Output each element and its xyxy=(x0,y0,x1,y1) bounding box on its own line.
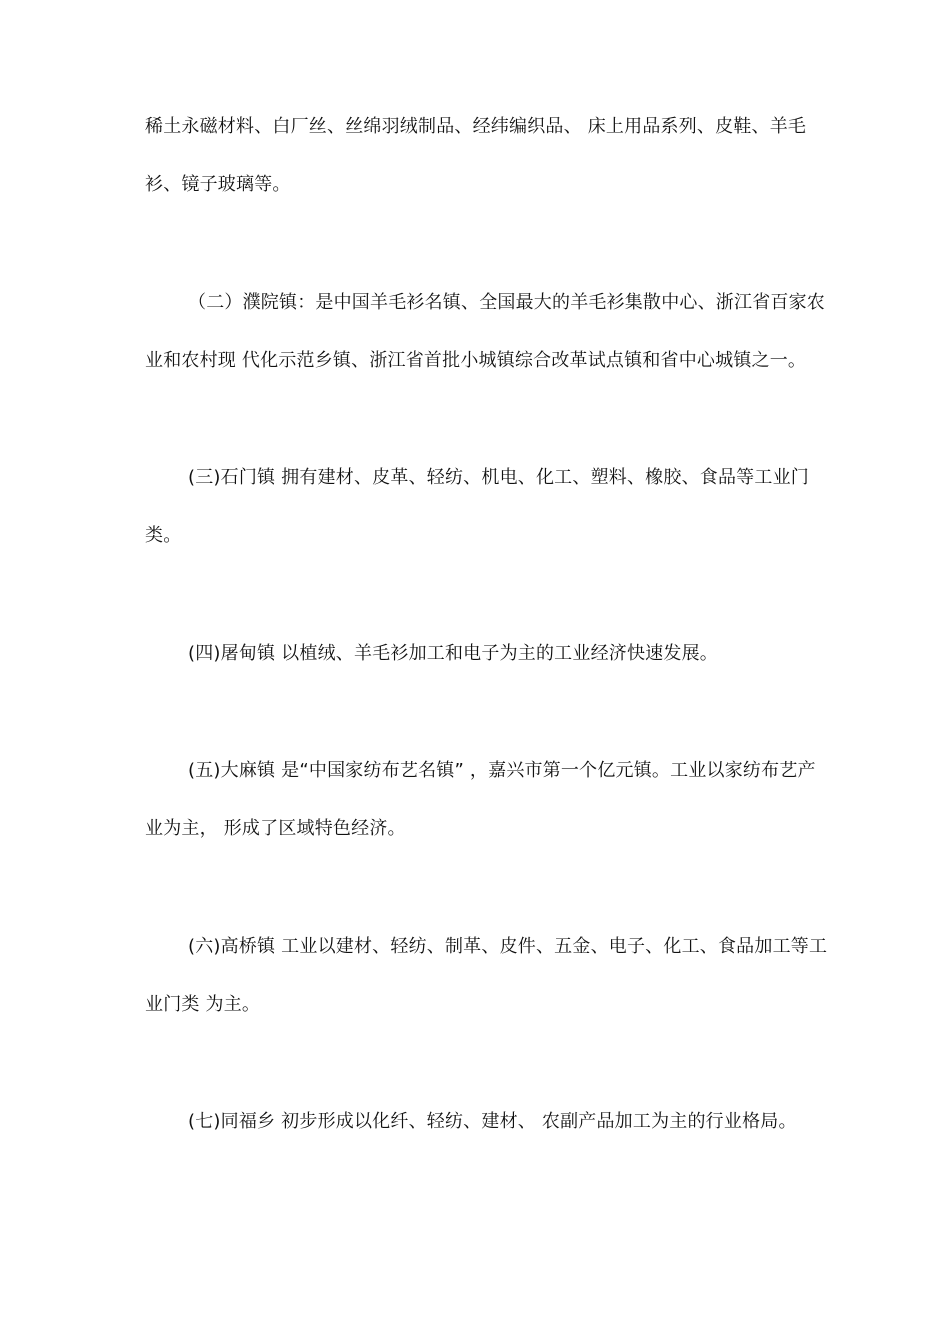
paragraph-puyuan-line-2: 业和农村现 代化示范乡镇、浙江省首批小城镇综合改革试点镇和省中心城镇之一。 xyxy=(145,350,807,371)
paragraph-dama-line-2: 业为主， 形成了区域特色经济。 xyxy=(145,818,406,839)
paragraph-intro-line-2: 衫、镜子玻璃等。 xyxy=(145,174,291,195)
paragraph-shimen-line-1: (三)石门镇 拥有建材、皮革、轻纺、机电、化工、塑料、橡胶、食品等工业门 xyxy=(188,467,809,488)
paragraph-puyuan-line-1: （二）濮院镇：是中国羊毛衫名镇、全国最大的羊毛衫集散中心、浙江省百家农 xyxy=(188,292,825,313)
paragraph-intro-line-1: 稀土永磁材料、白厂丝、丝绵羽绒制品、经纬编织品、 床上用品系列、皮鞋、羊毛 xyxy=(145,116,807,137)
paragraph-shimen-line-2: 类。 xyxy=(145,525,182,546)
paragraph-dama-line-1: (五)大麻镇 是“中国家纺布艺名镇” ，嘉兴市第一个亿元镇。工业以家纺布艺产 xyxy=(188,760,816,781)
paragraph-tongfu-line-1: (七)同福乡 初步形成以化纤、轻纺、建材、 农副产品加工为主的行业格局。 xyxy=(188,1111,797,1132)
paragraph-gaoqiao-line-1: (六)高桥镇 工业以建材、轻纺、制革、皮件、五金、电子、化工、食品加工等工 xyxy=(188,936,828,957)
paragraph-gaoqiao-line-2: 业门类 为主。 xyxy=(145,994,261,1015)
paragraph-tudian-line-1: (四)屠甸镇 以植绒、羊毛衫加工和电子为主的工业经济快速发展。 xyxy=(188,643,718,664)
